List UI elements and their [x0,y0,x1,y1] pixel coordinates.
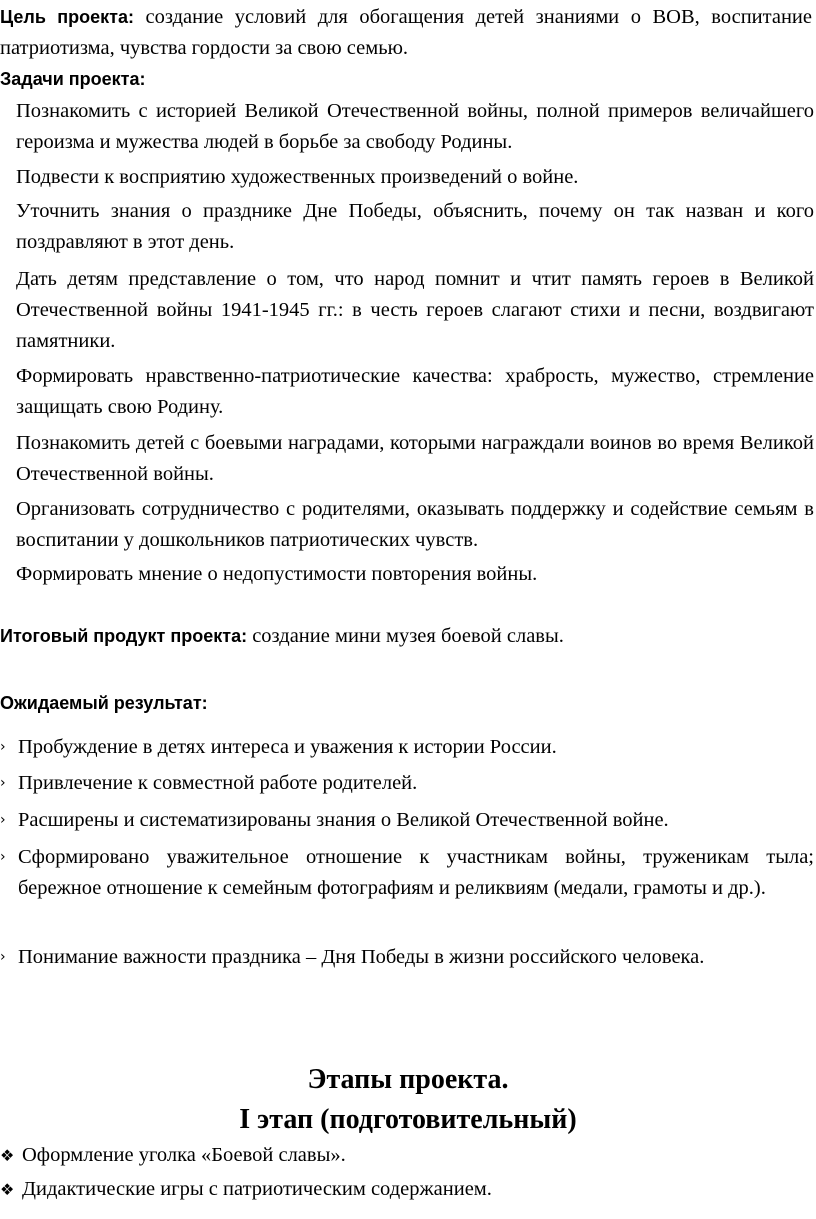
final-product-label: Итоговый продукт проекта: [0,626,248,646]
small-arrow-bullet-icon: › [0,812,6,828]
task-item: Уточнить знания о празднике Дне Победы, объяснить, почему он так назван и кого поздравляют в этот день. [16,200,814,253]
project-goal-label: Цель проекта: [0,7,134,27]
stage-list-item [0,1140,812,1171]
diamond-bullet-icon: ❖ [0,1180,15,1199]
task-item: Подвести к восприятию художественных произведений о войне. [16,166,579,188]
small-arrow-bullet-icon: › [0,949,6,965]
stages-title: Этапы проекта. [307,1064,509,1095]
project-goal-text: создание условий для обогащения детей знаниями о ВОВ, воспитание патриотизма, чувства гордости за свою семью. [0,6,812,59]
list-item [0,768,816,799]
project-goal [0,2,812,64]
expected-label: Ожидаемый результат: [0,693,208,713]
task-item: Познакомить детей с боевыми наградами, которыми награждали воинов во время Великой Отечественной войны. [16,432,814,485]
stage-1-title: I этап (подготовительный) [239,1104,577,1135]
list-item [0,805,816,836]
small-arrow-bullet-icon: › [0,849,6,865]
task-item: Организовать сотрудничество с родителями, оказывать поддержку и содействие семьям в воспитании у дошкольников патриотических чувств. [16,498,814,551]
task-item: Дать детям представление о том, что народ помнит и чтит память героев в Великой Отечественной войны 1941-1945 гг.: в честь героев слагают стихи и песни, воздвигают памятники. [16,268,814,352]
diamond-bullet-icon: ❖ [0,1146,15,1165]
list-item-text: Сформировано уважительное отношение к участникам войны, труженикам тыла; бережное отношение к семейным фотографиям и реликвиям (медали, грамоты и др.). [18,846,814,899]
small-arrow-bullet-icon: › [0,739,6,755]
final-product [0,621,812,652]
stage-item-text: Оформление уголка «Боевой славы». [22,1144,346,1166]
list-item [0,942,816,973]
list-item-text: Понимание важности праздника – Дня Победы в жизни российского человека. [18,946,705,968]
expected-heading [0,688,812,719]
task-item: Познакомить с историей Великой Отечественной войны, полной примеров величайшего героизма и мужества людей в борьбе за свободу Родины. [16,100,814,153]
list-item-text: Привлечение к совместной работе родителей. [18,772,418,794]
task-item: Формировать нравственно-патриотические качества: храбрость, мужество, стремление защищать свою Родину. [16,365,814,418]
list-item [0,842,816,904]
stage-list-item [0,1174,812,1205]
list-item-text: Расширены и систематизированы знания о Великой Отечественной войне. [18,809,669,831]
final-product-text: создание мини музея боевой славы. [247,625,564,647]
tasks-heading [0,64,812,95]
stage-item-text: Дидактические игры с патриотическим содержанием. [22,1178,492,1200]
small-arrow-bullet-icon: › [0,775,6,791]
list-item-text: Пробуждение в детях интереса и уважения к истории России. [18,736,557,758]
tasks-label: Задачи проекта: [0,69,146,89]
list-item [0,732,816,763]
task-item: Формировать мнение о недопустимости повторения войны. [16,563,538,585]
